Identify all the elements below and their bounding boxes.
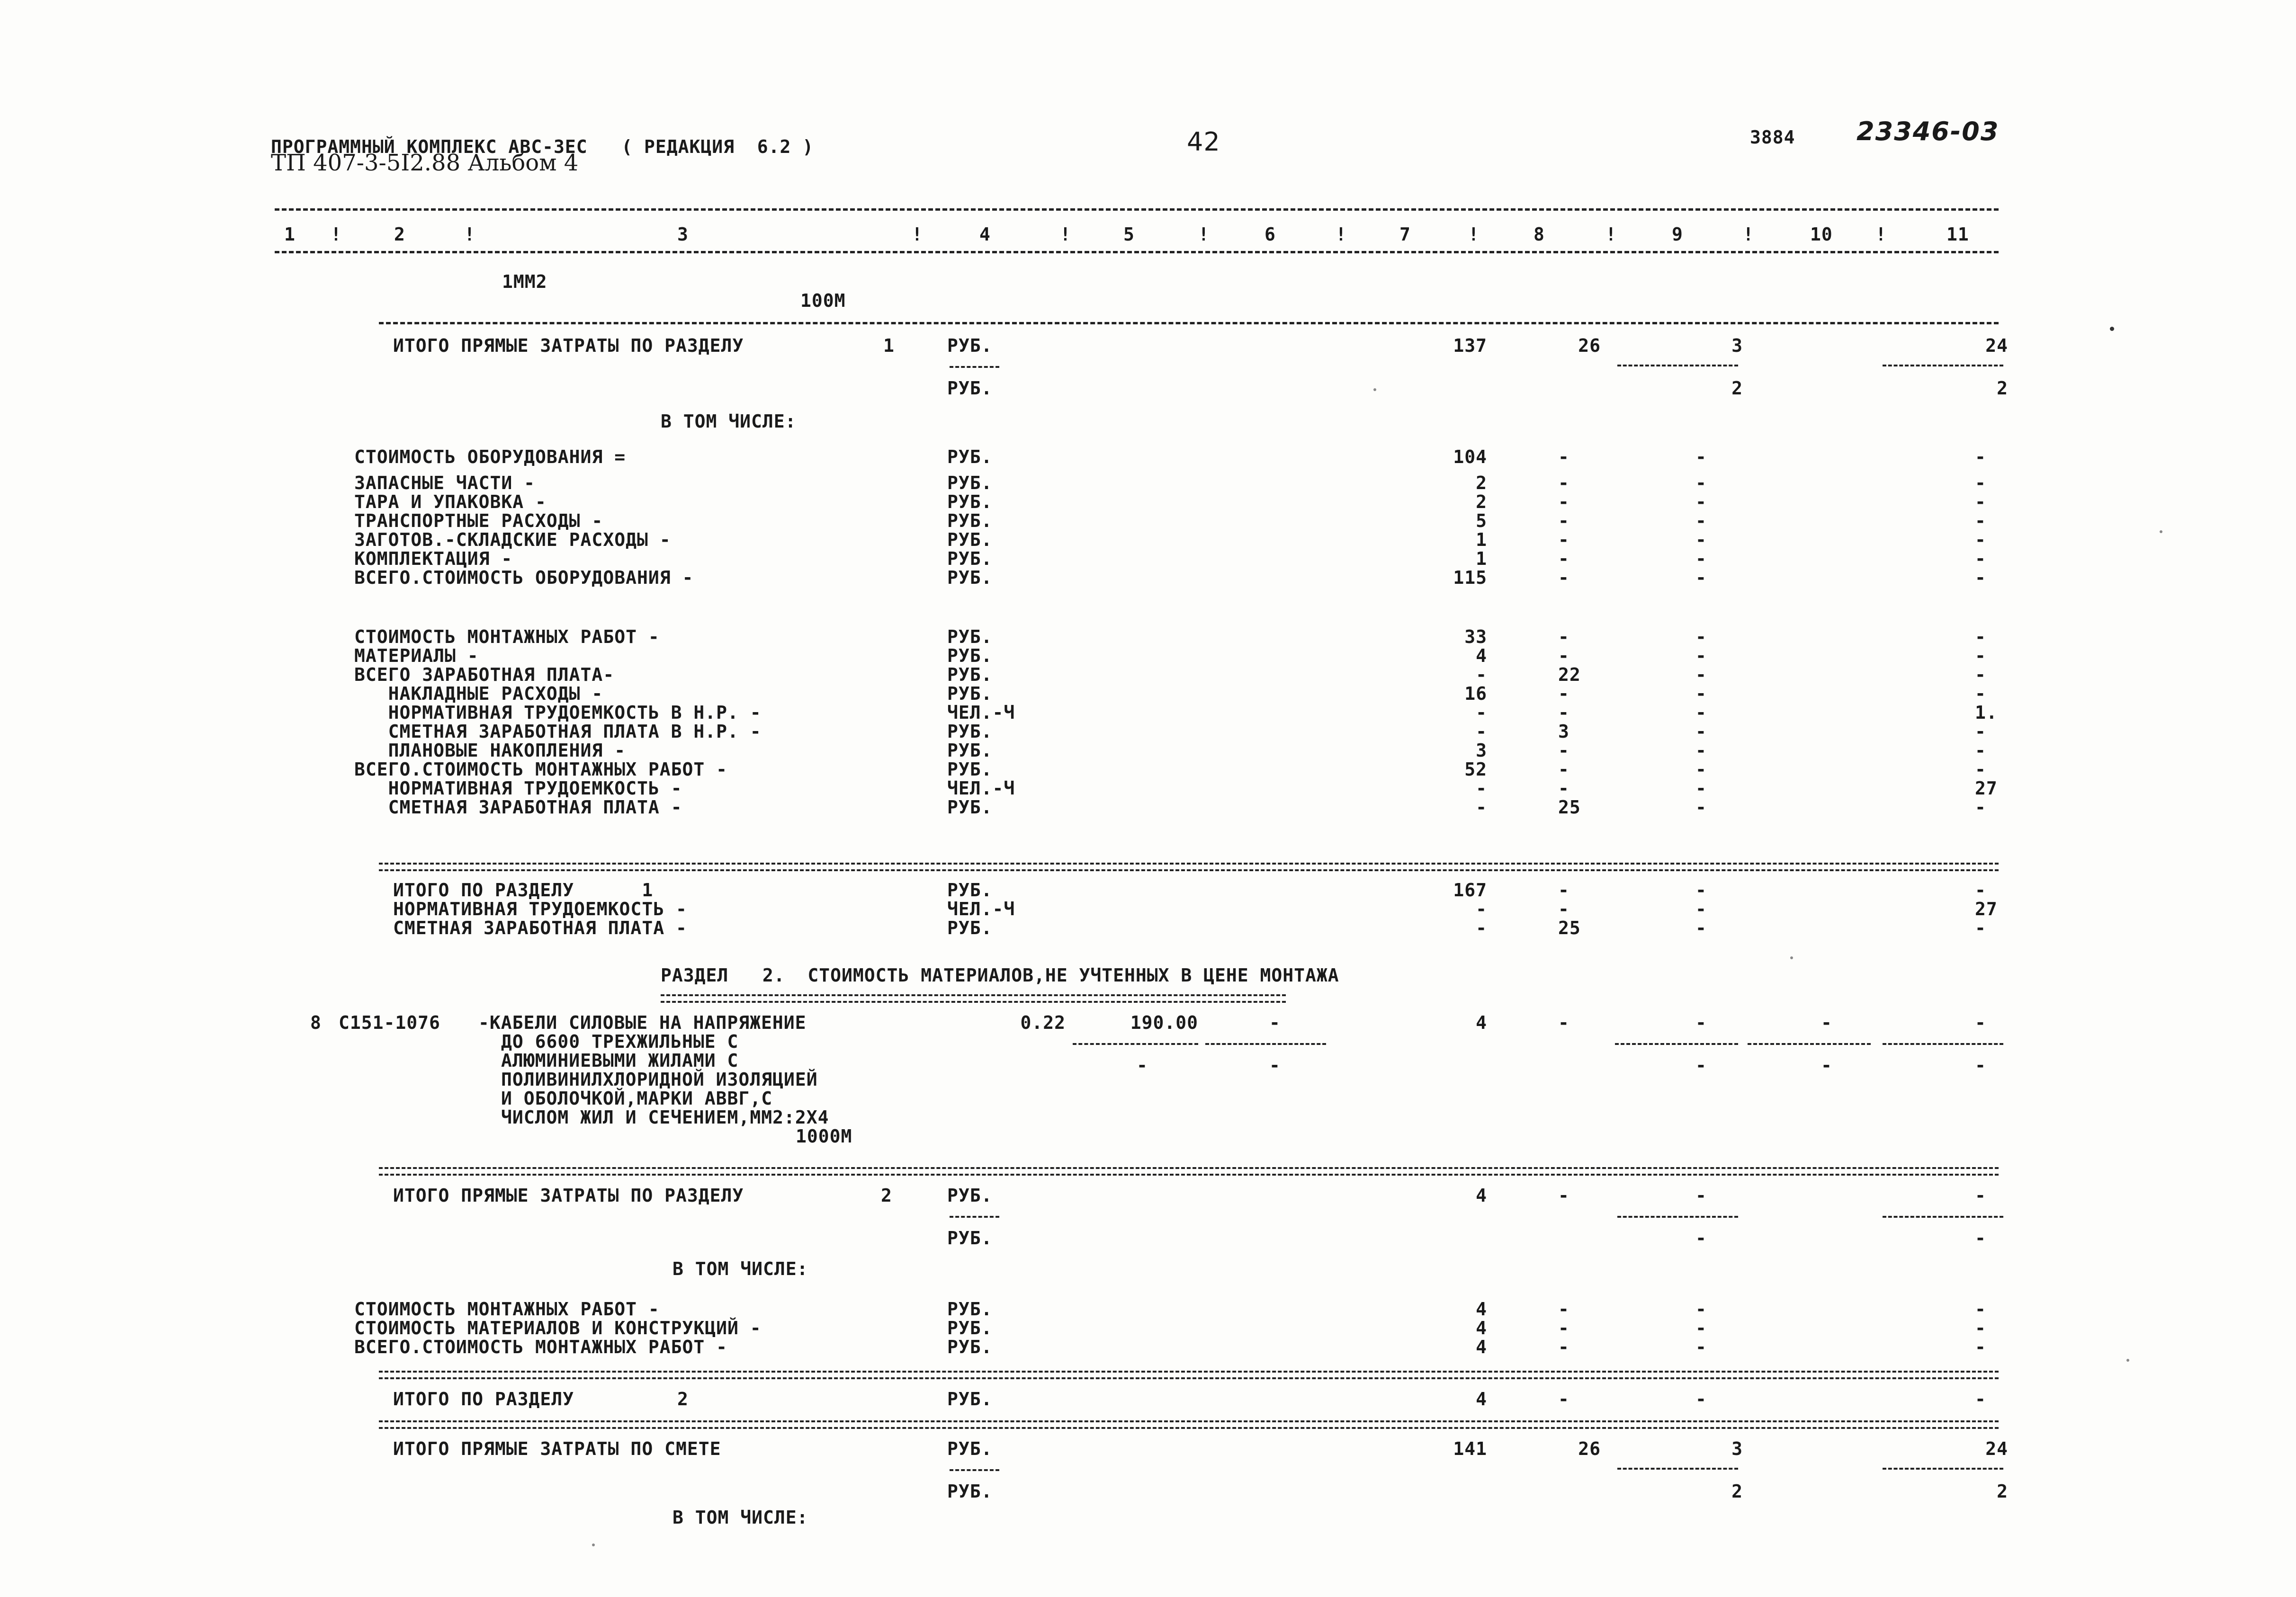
unit-cell: РУБ. (947, 626, 993, 647)
value-cell: - (1695, 918, 1707, 938)
item-description-line: И ОБОЛОЧКОЙ,МАРКИ АВВГ,С (501, 1088, 773, 1109)
value-cell: - (1695, 880, 1707, 901)
unit-cell: РУБ. (947, 491, 993, 512)
value-cell: 1 (1476, 548, 1487, 569)
item-description-line: ЧИСЛОМ ЖИЛ И СЕЧЕНИЕМ,ММ2:2Х4 (501, 1107, 829, 1128)
column-header-10: 10 (1810, 224, 1833, 245)
unit-cell: РУБ. (947, 880, 993, 901)
item-description-line: 1000М (796, 1126, 852, 1147)
value-cell: 1. (1975, 702, 1998, 723)
value-cell: 167 (1453, 880, 1487, 901)
column-header-3: 3 (677, 224, 689, 245)
value-cell: 4 (1476, 1299, 1487, 1320)
value-cell: - (1975, 740, 1986, 761)
scan-speck (1790, 956, 1793, 959)
row-label: НОРМАТИВНАЯ ТРУДОЕМКОСТЬ - (354, 778, 682, 799)
value-cell: 2 (1731, 378, 1743, 399)
unit-cell: РУБ. (947, 529, 993, 550)
value-cell: - (1975, 759, 1986, 780)
value-cell: - (1975, 1318, 1986, 1338)
unit-cell: РУБ. (947, 1318, 993, 1338)
value-cell: - (1558, 626, 1570, 647)
row-label: ВСЕГО ЗАРАБОТНАЯ ПЛАТА- (354, 664, 615, 685)
value-cell: 2 (1997, 378, 2008, 399)
value-cell: - (1695, 1337, 1707, 1357)
value-cell: - (1695, 510, 1707, 531)
section-number: 2 (881, 1185, 892, 1206)
value-cell: - (1558, 510, 1570, 531)
row-label: ТАРА И УПАКОВКА - (354, 491, 547, 512)
value-cell: 2 (1476, 491, 1487, 512)
value-cell: - (1975, 918, 1986, 938)
unit-cell: РУБ. (947, 510, 993, 531)
header-top-rule (275, 208, 1999, 211)
unit-cell: РУБ. (947, 683, 993, 704)
row-label: СМЕТНАЯ ЗАРАБОТНАЯ ПЛАТА - (393, 918, 687, 938)
row-label: МАТЕРИАЛЫ - (354, 645, 479, 666)
section-number: 1 (883, 335, 895, 356)
value-cell: 16 (1464, 683, 1487, 704)
unit-cell: ЧЕЛ.-Ч (947, 778, 1015, 799)
column-header-9: 9 (1672, 224, 1683, 245)
column-header-7: 7 (1399, 224, 1411, 245)
row-label: НАКЛАДНЫЕ РАСХОДЫ - (354, 683, 603, 704)
value-cell: - (1558, 1299, 1570, 1320)
value-cell: - (1558, 548, 1570, 569)
value-cell: 2 (1731, 1481, 1743, 1502)
row-label: ВСЕГО.СТОИМОСТЬ МОНТАЖНЫХ РАБОТ - (354, 759, 727, 780)
value-cell: - (1975, 1012, 1986, 1033)
value-cell: - (1558, 567, 1570, 588)
value-cell: - (1476, 721, 1487, 742)
value-cell: - (1695, 1185, 1707, 1206)
value-cell: 2 (1997, 1481, 2008, 1502)
value-cell: 3 (1558, 721, 1570, 742)
value-cell: - (1975, 797, 1986, 818)
value-cell: - (1558, 702, 1570, 723)
row-label: ИТОГО ПРЯМЫЕ ЗАТРАТЫ ПО РАЗДЕЛУ (393, 335, 744, 356)
sheet-number: 3884 (1750, 127, 1795, 148)
value-cell: - (1695, 1228, 1707, 1249)
unit-cell: РУБ. (947, 1481, 993, 1502)
price-cell: 190.00 (1130, 1012, 1198, 1033)
table-rule (379, 322, 1999, 324)
value-cell: - (1821, 1012, 1832, 1033)
value-cell: - (1695, 548, 1707, 569)
value-cell: 25 (1558, 918, 1581, 938)
section-number: 2 (677, 1389, 689, 1410)
value-cell: 3 (1731, 335, 1743, 356)
row-label: КОМПЛЕКТАЦИЯ - (354, 548, 513, 569)
value-cell: - (1558, 778, 1570, 799)
value-cell: - (1558, 1318, 1570, 1338)
column-header-5: 5 (1123, 224, 1135, 245)
header-bottom-rule (275, 251, 1999, 253)
scan-speck (2110, 327, 2114, 331)
row-label: НОРМАТИВНАЯ ТРУДОЕМКОСТЬ В Н.Р. - (354, 702, 762, 723)
value-cell: - (1695, 567, 1707, 588)
unit-cell: РУБ. (947, 918, 993, 938)
value-cell: - (1695, 1318, 1707, 1338)
unit-cell: РУБ. (947, 1438, 993, 1459)
value-cell: - (1975, 645, 1986, 666)
value-cell: - (1975, 1337, 1986, 1357)
value-cell: 115 (1453, 567, 1487, 588)
value-cell: - (1695, 473, 1707, 493)
value-cell: - (1558, 491, 1570, 512)
unit-cell: РУБ. (947, 1337, 993, 1357)
row-label: СМЕТНАЯ ЗАРАБОТНАЯ ПЛАТА В Н.Р. - (354, 721, 762, 742)
unit-cell: РУБ. (947, 797, 993, 818)
table-double-rule (379, 1167, 1999, 1176)
item-description-line: ПОЛИВИНИЛХЛОРИДНОЙ ИЗОЛЯЦИЕЙ (501, 1069, 818, 1090)
value-cell: 5 (1476, 510, 1487, 531)
value-cell: 1 (1476, 529, 1487, 550)
value-cell: 26 (1578, 1438, 1601, 1459)
row-label: ПЛАНОВЫЕ НАКОПЛЕНИЯ - (354, 740, 626, 761)
row-label: ЗАГОТОВ.-СКЛАДСКИЕ РАСХОДЫ - (354, 529, 671, 550)
value-cell: - (1476, 797, 1487, 818)
value-cell: - (1558, 899, 1570, 919)
value-cell: - (1695, 446, 1707, 467)
item-number: 8 (310, 1012, 322, 1033)
row-label: НОРМАТИВНАЯ ТРУДОЕМКОСТЬ - (393, 899, 687, 919)
value-cell: - (1975, 1185, 1986, 1206)
unit-cell: РУБ. (947, 759, 993, 780)
column-header-8: 8 (1534, 224, 1545, 245)
unit-cell: РУБ. (947, 1185, 993, 1206)
value-cell: - (1975, 473, 1986, 493)
value-cell: 25 (1558, 797, 1581, 818)
value-cell: - (1975, 1228, 1986, 1249)
unit-note: 1ММ2 (502, 271, 547, 292)
value-cell: - (1975, 510, 1986, 531)
value-cell: - (1558, 1185, 1570, 1206)
value-cell: 27 (1975, 778, 1998, 799)
unit-cell: РУБ. (947, 548, 993, 569)
value-cell: 2 (1476, 473, 1487, 493)
value-cell: - (1975, 446, 1986, 467)
section2-title-underline (661, 994, 1286, 1003)
unit-cell: ЧЕЛ.-Ч (947, 702, 1015, 723)
item-description-line: АЛЮМИНИЕВЫМИ ЖИЛАМИ С (501, 1050, 739, 1071)
row-label: СМЕТНАЯ ЗАРАБОТНАЯ ПЛАТА - (354, 797, 682, 818)
column-header-4: 4 (979, 224, 991, 245)
value-cell: - (1975, 1389, 1986, 1410)
value-cell: - (1695, 702, 1707, 723)
row-label: СТОИМОСТЬ МОНТАЖНЫХ РАБОТ - (354, 626, 660, 647)
value-cell: - (1695, 491, 1707, 512)
row-label: ИТОГО ПО РАЗДЕЛУ 1 (393, 880, 654, 901)
row-label: СТОИМОСТЬ МАТЕРИАЛОВ И КОНСТРУКЦИЙ - (354, 1318, 762, 1338)
unit-cell: РУБ. (947, 446, 993, 467)
value-cell: - (1975, 626, 1986, 647)
value-cell: - (1695, 664, 1707, 685)
unit-cell: РУБ. (947, 1299, 993, 1320)
value-cell: - (1695, 740, 1707, 761)
value-cell: - (1975, 548, 1986, 569)
value-cell: - (1558, 880, 1570, 901)
value-cell: - (1975, 721, 1986, 742)
value-cell: 33 (1464, 626, 1487, 647)
program-header: ПРОГРАММНЫЙ КОМПЛЕКС АВС-3ЕС ( РЕДАКЦИЯ 6.2 ) (271, 136, 814, 157)
value-cell: - (1695, 626, 1707, 647)
value-cell: - (1476, 918, 1487, 938)
value-cell: 4 (1476, 1185, 1487, 1206)
value-cell: - (1269, 1012, 1281, 1033)
value-cell: - (1558, 473, 1570, 493)
value-cell: - (1695, 797, 1707, 818)
value-cell: 3 (1731, 1438, 1743, 1459)
value-cell: - (1476, 778, 1487, 799)
unit-note: 100М (800, 290, 846, 311)
row-label: ИТОГО ПРЯМЫЕ ЗАТРАТЫ ПО РАЗДЕЛУ (393, 1185, 744, 1206)
project-title: ТП 407-3-5I2.88 Альбом 4 (271, 150, 579, 176)
unit-cell: РУБ. (947, 664, 993, 685)
scan-speck (1373, 388, 1376, 391)
value-cell: 26 (1578, 335, 1601, 356)
row-label: ТРАНСПОРТНЫЕ РАСХОДЫ - (354, 510, 603, 531)
value-cell: - (1558, 645, 1570, 666)
unit-cell: РУБ. (947, 740, 993, 761)
section2-title: РАЗДЕЛ 2. СТОИМОСТЬ МАТЕРИАЛОВ,НЕ УЧТЕННЫХ В ЦЕНЕ МОНТАЖА (661, 965, 1339, 986)
value-cell: - (1975, 683, 1986, 704)
value-cell: - (1695, 645, 1707, 666)
value-cell: - (1558, 1337, 1570, 1357)
value-cell: 4 (1476, 1389, 1487, 1410)
row-label: СТОИМОСТЬ МОНТАЖНЫХ РАБОТ - (354, 1299, 660, 1320)
unit-cell: РУБ. (947, 645, 993, 666)
value-cell: 52 (1464, 759, 1487, 780)
value-cell: - (1695, 1389, 1707, 1410)
value-cell: 24 (1985, 335, 2008, 356)
value-cell: - (1975, 491, 1986, 512)
table-double-rule (379, 1371, 1999, 1379)
value-cell: - (1975, 1299, 1986, 1320)
scan-speck (2160, 530, 2162, 533)
value-cell: - (1558, 759, 1570, 780)
row-label: ВСЕГО.СТОИМОСТЬ МОНТАЖНЫХ РАБОТ - (354, 1337, 727, 1357)
value-cell: 4 (1476, 1337, 1487, 1357)
row-label: ЗАПАСНЫЕ ЧАСТИ - (354, 473, 536, 493)
quantity-cell: 0.22 (1020, 1012, 1066, 1033)
value-cell: - (1695, 778, 1707, 799)
value-cell: - (1975, 567, 1986, 588)
including-heading: В ТОМ ЧИСЛЕ: (673, 1507, 808, 1528)
row-label: ВСЕГО.СТОИМОСТЬ ОБОРУДОВАНИЯ - (354, 567, 694, 588)
value-cell: - (1558, 1389, 1570, 1410)
document-code: 23346-03 (1857, 116, 2000, 146)
value-cell: - (1975, 880, 1986, 901)
including-heading: В ТОМ ЧИСЛЕ: (661, 411, 797, 432)
value-cell: - (1558, 683, 1570, 704)
value-cell: - (1695, 721, 1707, 742)
unit-cell: ЧЕЛ.-Ч (947, 899, 1015, 919)
value-cell: - (1695, 899, 1707, 919)
value-cell: - (1558, 529, 1570, 550)
value-cell: - (1695, 1299, 1707, 1320)
column-header-1: 1 (284, 224, 296, 245)
value-cell: 4 (1476, 645, 1487, 666)
including-heading: В ТОМ ЧИСЛЕ: (673, 1258, 808, 1279)
item-description-line: ДО 6600 ТРЕХЖИЛЬНЫЕ С (501, 1031, 739, 1052)
page-number: 42 (1187, 127, 1220, 157)
value-cell: 141 (1453, 1438, 1487, 1459)
value-cell: 4 (1476, 1012, 1487, 1033)
value-cell: - (1975, 529, 1986, 550)
value-cell: - (1476, 664, 1487, 685)
value-cell: 24 (1985, 1438, 2008, 1459)
value-cell: 3 (1476, 740, 1487, 761)
column-header-6: 6 (1265, 224, 1276, 245)
table-double-rule (379, 863, 1999, 871)
value-cell: - (1695, 1012, 1707, 1033)
value-cell: - (1558, 1012, 1570, 1033)
value-cell: - (1695, 683, 1707, 704)
unit-cell: РУБ. (947, 1389, 993, 1410)
unit-cell: РУБ. (947, 721, 993, 742)
value-cell: - (1476, 702, 1487, 723)
value-cell: 27 (1975, 899, 1998, 919)
unit-cell: РУБ. (947, 567, 993, 588)
row-label: СТОИМОСТЬ ОБОРУДОВАНИЯ = (354, 446, 626, 467)
unit-cell: РУБ. (947, 335, 993, 356)
value-cell: - (1975, 664, 1986, 685)
value-cell: - (1476, 899, 1487, 919)
table-double-rule (379, 1420, 1999, 1429)
row-label: ИТОГО ПРЯМЫЕ ЗАТРАТЫ ПО СМЕТЕ (393, 1438, 721, 1459)
column-header-2: 2 (394, 224, 405, 245)
item-code: С151-1076 (339, 1012, 440, 1033)
scan-speck (2126, 1359, 2129, 1362)
value-cell: 104 (1453, 446, 1487, 467)
scan-speck (592, 1543, 595, 1546)
unit-cell: РУБ. (947, 378, 993, 399)
value-cell: - (1695, 759, 1707, 780)
value-cell: - (1695, 529, 1707, 550)
value-cell: - (1558, 446, 1570, 467)
unit-cell: РУБ. (947, 1228, 993, 1249)
row-label: ИТОГО ПО РАЗДЕЛУ (393, 1389, 574, 1410)
unit-cell: РУБ. (947, 473, 993, 493)
value-cell: 137 (1453, 335, 1487, 356)
value-cell: - (1558, 740, 1570, 761)
value-cell: 4 (1476, 1318, 1487, 1338)
item-description-line: -КАБЕЛИ СИЛОВЫЕ НА НАПРЯЖЕНИЕ (478, 1012, 807, 1033)
column-header-11: 11 (1946, 224, 1969, 245)
value-cell: 22 (1558, 664, 1581, 685)
